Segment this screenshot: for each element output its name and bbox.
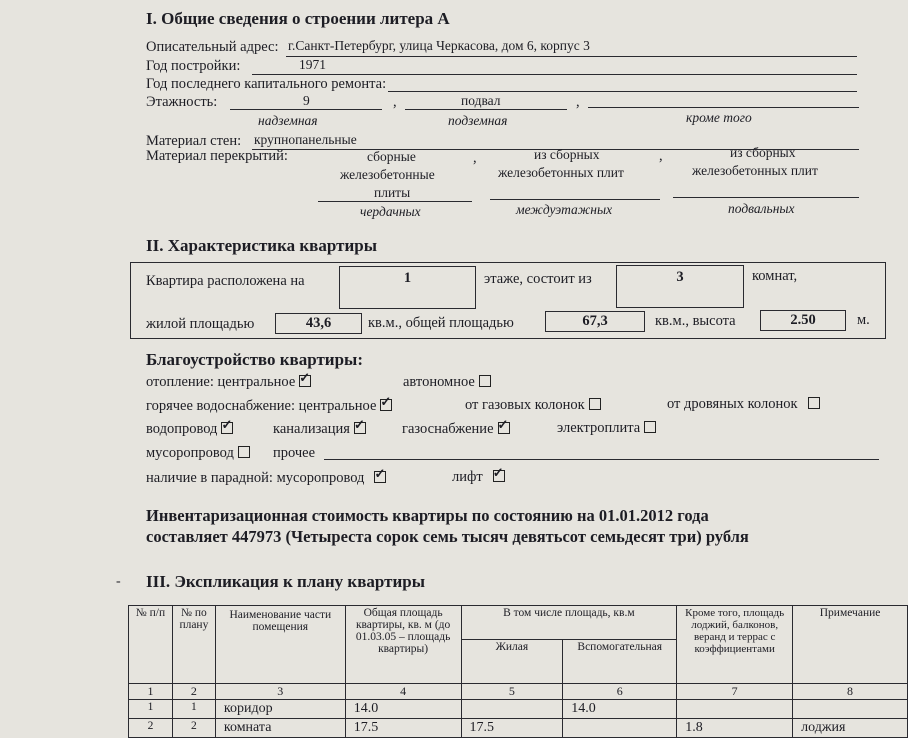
year-built-underline — [252, 74, 857, 75]
ceiling-attic-line-3: плиты — [374, 185, 411, 200]
address-value: г.Санкт-Петербург, улица Черкасова, дом 6, корпус 3 — [288, 38, 590, 53]
water-item — [146, 421, 233, 438]
hot-water-row — [146, 398, 392, 415]
hw-gas — [465, 397, 601, 414]
entrance-row — [146, 470, 386, 487]
floors-under-value: подвал — [461, 93, 501, 108]
hw-wood-checkbox[interactable] — [808, 397, 820, 409]
lift-checkbox[interactable] — [493, 470, 505, 482]
entrance-chute-checkbox[interactable] — [374, 471, 386, 483]
hot-water-label: горячее водоснабжение: — [146, 398, 296, 414]
column-number-row — [129, 684, 908, 700]
cell-aux — [563, 719, 677, 738]
floors-label: Этажность: — [146, 94, 218, 110]
living-value: 43,6 — [305, 315, 332, 331]
other-label: прочее — [273, 445, 316, 461]
col-number: 7 — [677, 684, 793, 700]
heating-row — [146, 374, 311, 391]
hw-central-label: центральное — [298, 398, 377, 414]
cell-note — [793, 700, 908, 719]
section-1-title: I. Общие сведения о строении литера А — [146, 9, 450, 28]
cell-plan: 1 — [172, 700, 215, 719]
ceiling-base-line-2: железобетонных плит — [692, 163, 818, 178]
last-repair-label: Год последнего капитального ремонта: — [146, 76, 387, 92]
rooms-label: этаже, состоит из — [484, 271, 592, 287]
explication-table — [128, 605, 908, 738]
height-value: 2.50 — [790, 312, 816, 328]
comma-2: , — [576, 94, 580, 110]
cell-aux: 14.0 — [563, 700, 677, 719]
living-label: жилой площадью — [146, 316, 255, 332]
floors-except-underline — [588, 107, 859, 108]
th-besides: Кроме того, площадь лоджий, балконов, веранд и террас с коэффициентами — [677, 606, 793, 684]
cell-name: коридор — [215, 700, 345, 719]
cell-living — [461, 700, 563, 719]
cell-name: комната — [215, 719, 345, 738]
gas-checkbox[interactable] — [498, 422, 510, 434]
stove-label: электроплита — [557, 420, 641, 436]
address-label: Описательный адрес: — [146, 39, 279, 55]
hw-gas-label: от газовых колонок — [465, 397, 585, 413]
inventory-line-2: составляет 447973 (Четыреста сорок семь тысяч девятьсот семьдесят три) рубля — [146, 527, 749, 546]
sewer-checkbox[interactable] — [354, 422, 366, 434]
lift-item — [452, 469, 505, 486]
heating-label: отопление: — [146, 374, 214, 390]
col-number: 5 — [461, 684, 563, 700]
th-note: Примечание — [793, 606, 908, 684]
rooms-unit: комнат, — [752, 268, 798, 284]
sewer-item — [273, 421, 366, 438]
caption-above: надземная — [258, 113, 318, 128]
base-underline — [673, 197, 859, 198]
caption-except: кроме того — [686, 110, 752, 125]
cell-living: 17.5 — [461, 719, 563, 738]
stove-checkbox[interactable] — [644, 421, 656, 433]
th-name: Наименование части помещения — [215, 606, 345, 684]
water-checkbox[interactable] — [221, 422, 233, 434]
gas-label: газоснабжение — [402, 421, 494, 437]
floor-label: Квартира расположена на — [146, 273, 305, 289]
heating-central-label: центральное — [217, 374, 296, 390]
wall-label: Материал стен: — [146, 133, 242, 149]
heating-auto-checkbox[interactable] — [479, 375, 491, 387]
col-number: 3 — [215, 684, 345, 700]
chute-checkbox[interactable] — [238, 446, 250, 458]
hw-gas-checkbox[interactable] — [589, 398, 601, 410]
entrance-chute-label: мусоропровод — [276, 470, 365, 486]
hw-wood-label: от дровяных колонок — [667, 396, 798, 412]
cell-n: 1 — [129, 700, 173, 719]
cell-total: 17.5 — [345, 719, 461, 738]
cell-total: 14.0 — [345, 700, 461, 719]
caption-inter: междуэтажных — [516, 202, 613, 217]
total-label: кв.м., общей площадью — [368, 315, 514, 331]
th-aux: Вспомогательная — [563, 640, 677, 684]
bullet-mark: - — [116, 574, 121, 589]
caption-base: подвальных — [728, 201, 795, 216]
gas-item — [402, 421, 510, 438]
ceiling-attic-line-2: железобетонные — [340, 167, 435, 182]
col-number: 1 — [129, 684, 173, 700]
comma-3: , — [473, 150, 477, 166]
inventory-line-1: Инвентаризационная стоимость квартиры по состоянию на 01.01.2012 года — [146, 506, 709, 525]
section-2-title: II. Характеристика квартиры — [146, 236, 377, 255]
table-row — [129, 700, 908, 719]
table-row — [129, 719, 908, 738]
wall-value: крупнопанельные — [254, 132, 357, 147]
caption-under: подземная — [448, 113, 508, 128]
other-underline — [324, 459, 879, 460]
ceiling-label: Материал перекрытий: — [146, 148, 288, 164]
rooms-value: 3 — [676, 269, 684, 285]
ceiling-inter-line-1: из сборных — [534, 147, 600, 162]
chute-label: мусоропровод — [146, 445, 234, 461]
heating-auto — [403, 374, 491, 391]
th-total-area: Общая площадь квартиры, кв. м (до 01.03.05 – площадь квартиры) — [345, 606, 461, 684]
hw-wood — [667, 396, 820, 413]
floors-above-value: 9 — [303, 93, 310, 108]
cell-n: 2 — [129, 719, 173, 738]
hw-central-checkbox[interactable] — [380, 399, 392, 411]
col-number: 4 — [345, 684, 461, 700]
height-unit: м. — [857, 312, 870, 328]
entrance-label: наличие в парадной: — [146, 470, 273, 486]
cell-note: лоджия — [793, 719, 908, 738]
water-label: водопровод — [146, 421, 218, 437]
section-3-title: III. Экспликация к плану квартиры — [146, 572, 425, 591]
th-incl: В том числе площадь, кв.м — [461, 606, 677, 640]
th-plan-num: № по плану — [172, 606, 215, 684]
last-repair-underline — [388, 91, 857, 92]
chute-item — [146, 445, 250, 462]
inter-underline — [490, 199, 660, 200]
year-built-value: 1971 — [299, 57, 326, 72]
ceiling-inter-line-2: железобетонных плит — [498, 165, 624, 180]
heating-auto-label: автономное — [403, 374, 475, 390]
ceiling-base-line-1: из сборных — [730, 145, 796, 160]
floor-value: 1 — [403, 270, 412, 286]
year-built-label: Год постройки: — [146, 58, 241, 74]
cell-extra — [677, 700, 793, 719]
lift-label: лифт — [452, 469, 483, 485]
col-number: 2 — [172, 684, 215, 700]
comma-1: , — [393, 94, 397, 110]
col-number: 6 — [563, 684, 677, 700]
th-num: № п/п — [129, 606, 173, 684]
amenities-title: Благоустройство квартиры: — [146, 350, 363, 369]
height-label: кв.м., высота — [655, 313, 736, 329]
sewer-label: канализация — [273, 421, 350, 437]
floors-above-underline — [230, 109, 382, 110]
col-number: 8 — [793, 684, 908, 700]
total-value: 67,3 — [582, 313, 608, 329]
cell-extra: 1.8 — [677, 719, 793, 738]
address-underline — [286, 56, 857, 57]
ceiling-attic-line-1: сборные — [367, 149, 416, 164]
comma-4: , — [659, 148, 663, 164]
heating-central-checkbox[interactable] — [299, 375, 311, 387]
attic-underline — [318, 201, 472, 202]
th-living: Жилая — [461, 640, 563, 684]
cell-plan: 2 — [172, 719, 215, 738]
caption-attic: чердачных — [360, 204, 421, 219]
floors-under-underline — [405, 109, 567, 110]
stove-item — [557, 420, 656, 437]
